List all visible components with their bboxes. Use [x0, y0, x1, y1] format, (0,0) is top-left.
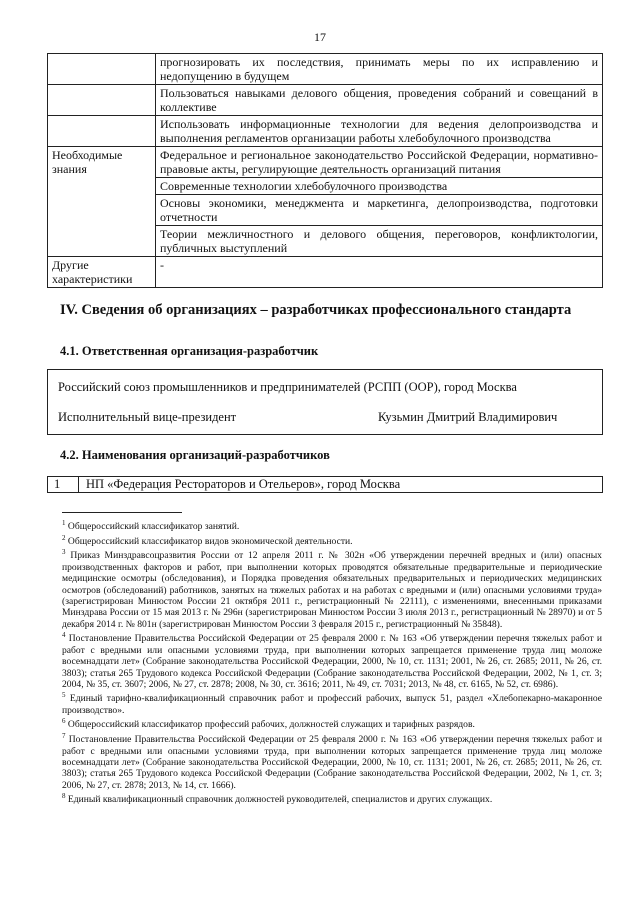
row-label: Необходимые знания [48, 147, 156, 257]
subsection-title-4-1: 4.1. Ответственная организация-разработчик [60, 344, 319, 358]
table-row [48, 147, 603, 178]
developer-name: НП «Федерация Рестораторов и Отельеров», город Москва [86, 477, 401, 491]
footnote: $^3$ Приказ Минздравсоцразвития России от 12 апреля 2011 г. № 302н «Об утверждении перечней вредных и (или) опасных производственных факторов и работ, при выполнении которых проводятся обязательные предварительные и периодические медицинские осмотры (обследования), и Порядка проведения обязательных предварительных и периодических медицинских осмотров (обследований) работников, занятых на тяжелых работах и на работах с вредными и (или) опасными условиями труда» (зарегистрирован Минюстом России 21 октября 2011 г., регистрационный № 22111), с изменениями, внесенными приказами Минздрава России от 15 мая 2013 г. № 296н (зарегистрирован Минюстом России 3 июля 2013 г., регистрационный № 28970) и от 5 декабря 2014 г. № 801н (зарегистрирован Минюстом России 3 февраля 2015 г., регистрационный № 35848). [62, 548, 602, 630]
row-text: Современные технологии хлебобулочного производства [156, 178, 603, 195]
cell-divider [78, 477, 79, 492]
developer-number: 1 [54, 477, 61, 491]
footnotes [62, 518, 602, 806]
row-label [48, 85, 156, 116]
row-text: Пользоваться навыками делового общения, проведения собраний и совещаний в коллективе [156, 85, 603, 116]
footnote: $^5$ Единый тарифно-квалификационный справочник работ и профессий рабочих, выпуск 51, раздел «Хлебопекарно-макаронное производство». [62, 691, 602, 717]
row-label [48, 54, 156, 85]
table-row [48, 54, 603, 85]
developer-org-box [47, 476, 603, 493]
section-title: IV. Сведения об организациях – разработчиках профессионального стандарта [60, 302, 572, 318]
row-text: - [156, 257, 603, 288]
subsection-title-4-2: 4.2. Наименования организаций-разработчиков [60, 448, 330, 462]
row-label [48, 116, 156, 147]
row-text: Использовать информационные технологии для ведения делопроизводства и выполнения регламентов организации работы хлебобулочного производства [156, 116, 603, 147]
table-row [48, 85, 603, 116]
requirements-table [47, 53, 603, 288]
row-text: прогнозировать их последствия, принимать меры по их исправлению и недопущению в будущем [156, 54, 603, 85]
responsible-org-box [47, 369, 603, 435]
table-row [48, 257, 603, 288]
footnote: $^7$ Постановление Правительства Российской Федерации от 25 февраля 2000 г. № 163 «Об утверждении перечня тяжелых работ и работ с вредными или опасными условиями труда, при выполнении которых запрещается применение труда лиц моложе восемнадцати лет» (Собрание законодательства Российской Федерации, 2000, № 10, ст. 1131; 2001, № 26, ст. 2685; 2011, № 26, ст. 3803); статья 265 Трудового кодекса Российской Федерации (Собрание законодательства Российской Федерации, 2002, № 1, ст. 3; 2006, № 27, ст. 2878; 2013, № 14, ст. 1666). [62, 732, 602, 791]
footnote: $^1$ Общероссийский классификатор занятий. [62, 519, 240, 533]
footnote: $^4$ Постановление Правительства Российской Федерации от 25 февраля 2000 г. № 163 «Об утверждении перечня тяжелых работ и работ с вредными или опасными условиями труда, при выполнении которых запрещается применение труда лиц моложе восемнадцати лет» (Собрание законодательства Российской Федерации, 2000, № 10, ст. 1131; 2001, № 26, ст. 2685; 2011, № 26, ст. 3803); статья 265 Трудового кодекса Российской Федерации (Собрание законодательства Российской Федерации, 2002, № 1, ст. 3; 2004, № 35, ст. 3607; 2006, № 27, ст. 2878; 2008, № 30, ст. 3616; 2011, № 49, ст. 7031; 2013, № 48, ст. 6165, № 52, ст. 6986). [62, 631, 602, 691]
position-title: Исполнительный вице-президент [58, 410, 237, 424]
row-text: Основы экономики, менеджмента и маркетинга, делопроизводства, подготовки отчетности [156, 195, 603, 226]
row-text: Федеральное и региональное законодательство Российской Федерации, нормативно-правовые акты, регулирующие деятельность организаций питания [156, 147, 603, 178]
footnote-separator [62, 512, 182, 513]
page-number: 17 [314, 30, 326, 44]
person-name: Кузьмин Дмитрий Владимирович [378, 410, 558, 424]
row-label: Другие характеристики [48, 257, 156, 288]
row-text: Теории межличностного и делового общения, переговоров, конфликтологии, публичных выступлений [156, 226, 603, 257]
org-name: Российский союз промышленников и предпринимателей (РСПП (ООР), город Москва [58, 380, 517, 394]
footnote: $^2$ Общероссийский классификатор видов экономической деятельности. [62, 533, 353, 547]
table-row [48, 116, 603, 147]
footnote: $^8$ Единый квалификационный справочник должностей руководителей, специалистов и других служащих. [62, 792, 493, 806]
footnote: $^6$ Общероссийский классификатор профессий рабочих, должностей служащих и тарифных разрядов. [62, 717, 475, 731]
